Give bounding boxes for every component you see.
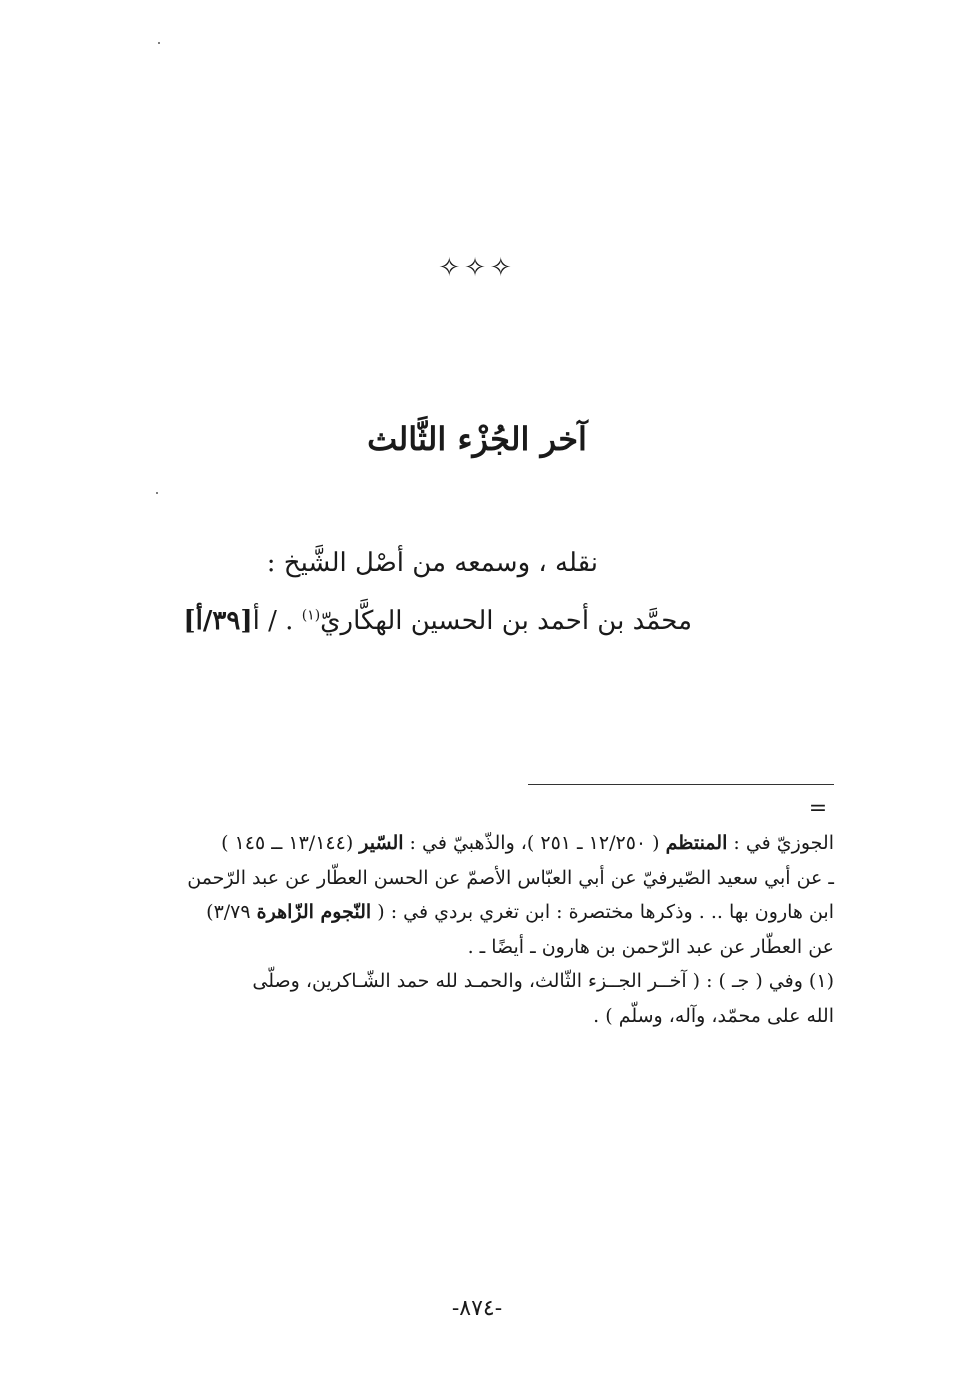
footnote-text: ( ١٢/٢٥٠ ـ ٢٥١ )، والذّهبيّ في :: [403, 832, 666, 854]
footnote-1-line: الله على محمّد، وآله، وسلّم ) .: [593, 1004, 834, 1027]
footnote-separator: [528, 784, 834, 785]
colophon-tail: . / أ: [252, 606, 302, 636]
colophon-line-1: نقله ، وسمعه من أصْل الشَّيخ :: [266, 548, 598, 578]
footnote-line: [116, 826, 834, 861]
footnote-text: الجوزيّ في :: [727, 832, 834, 854]
footnotes: [116, 826, 834, 1033]
footnote-line: ـ عن أبي سعيد الصّيرفيّ عن أبي العبّاس الأصمّ عن الحسن العطّار عن عبد الرّحمن: [187, 866, 834, 889]
folio-marker: [٣٩/أ]: [183, 606, 253, 636]
footnote-text: ٣/٧٩): [206, 901, 257, 923]
footnote-text: ابن هارون بها .. . وذكرها مختصرة : ابن تغري بردي في : (: [371, 901, 834, 923]
footnote-line: [116, 895, 834, 930]
footnote-1-line: (١) وفي ( جـ ) : ( آخــر الجــزء الثّالث، والحمـد لله حمد الشّـاكرين، وصلّى: [252, 970, 834, 992]
book-title: السّير: [359, 832, 404, 854]
book-title: المنتظم: [665, 832, 728, 854]
part-end-title: آخر الجُزْء الثَّالث: [367, 420, 587, 458]
book-title: النّجوم الزّاهرة: [256, 901, 372, 923]
scan-speck: [156, 492, 158, 494]
section-divider-ornament: ✧✧✧: [438, 253, 516, 283]
colophon-line-2: [172, 606, 692, 636]
scan-speck: [158, 42, 160, 44]
footnote-continuation-mark: =: [808, 796, 828, 821]
footnote-ref-1: (١): [301, 607, 321, 624]
page-number: -٨٧٤-: [451, 1296, 503, 1321]
colophon-name: محمَّد بن أحمد بن الحسين الهكَّاريّ: [320, 606, 692, 636]
footnote-line: عن العطّار عن عبد الرّحمن بن هارون ـ أيضًا ـ .: [467, 935, 834, 958]
footnote-text: (١٣/١٤٤ ــ ١٤٥ ): [221, 832, 360, 854]
